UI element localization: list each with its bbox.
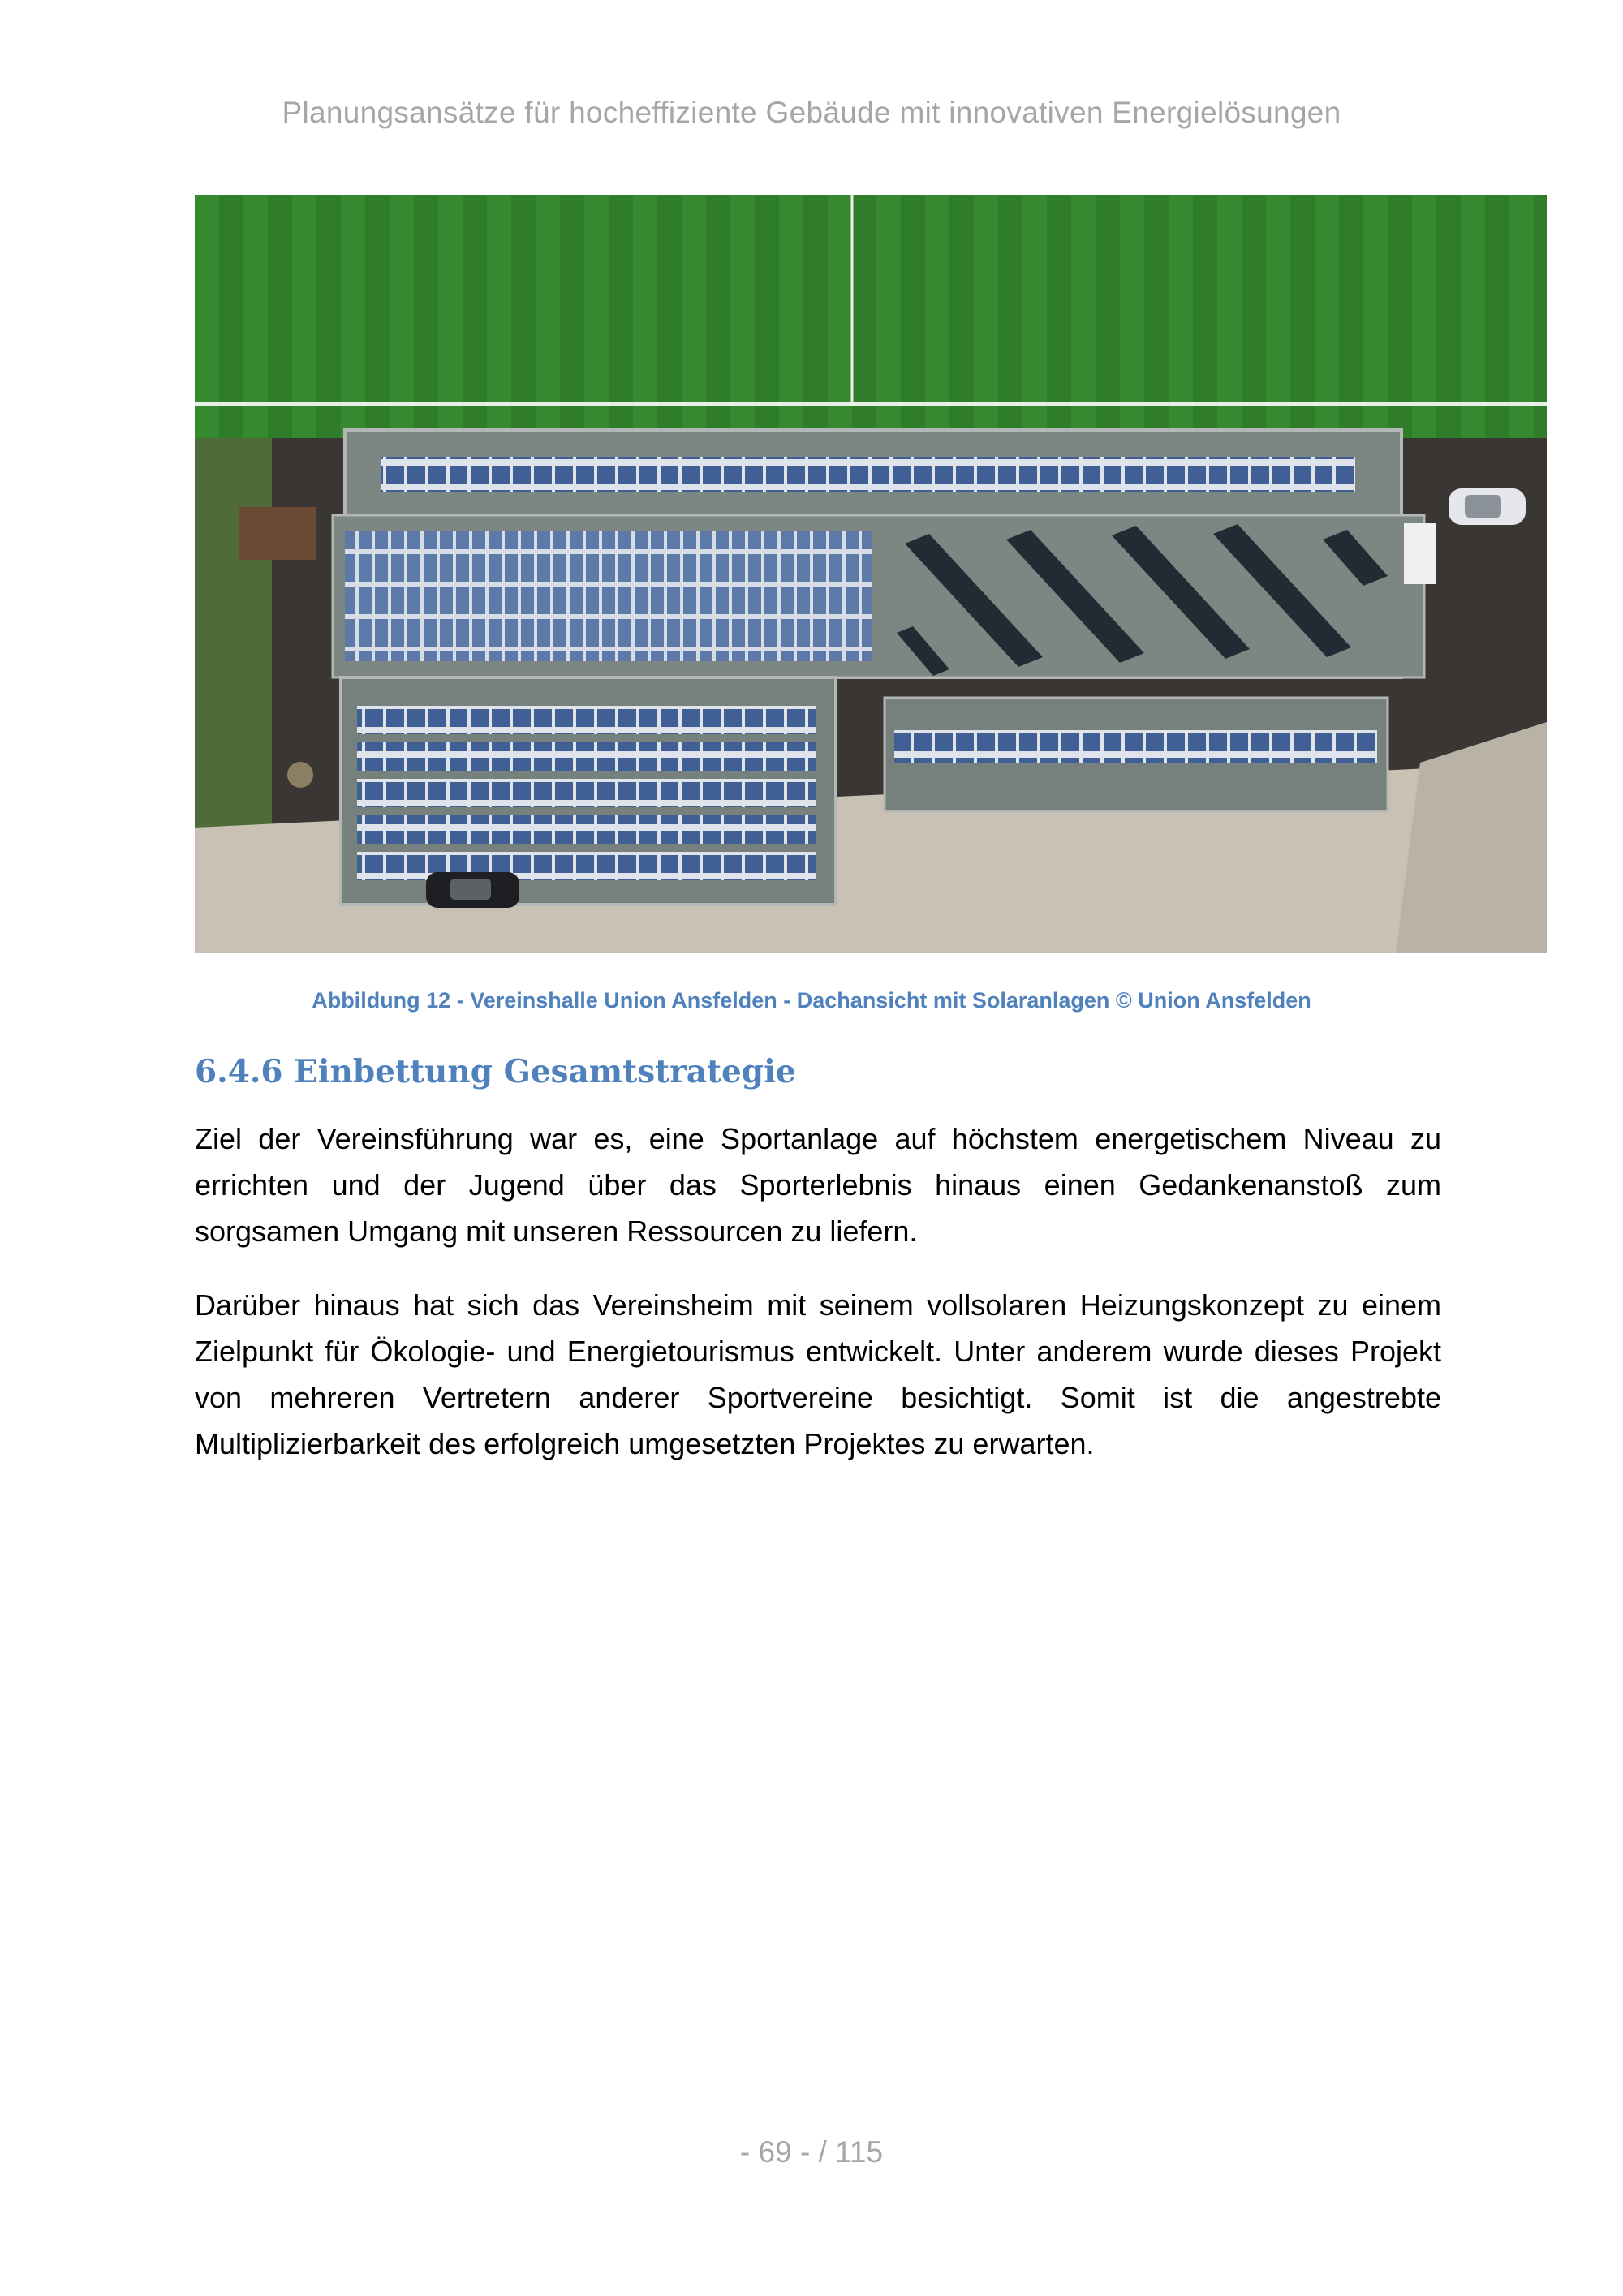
- figure-caption: Abbildung 12 - Vereinshalle Union Ansfelden - Dachansicht mit Solaranlagen © Union Ansfelden: [312, 988, 1311, 1013]
- solar-row-top: [381, 457, 1355, 492]
- section-number: 6.4.6: [195, 1053, 283, 1090]
- section-heading: [195, 1053, 796, 1090]
- body-paragraph: Darüber hinaus hat sich das Vereinsheim mit seinem vollsolaren Heizungskonzept zu einem Zielpunkt für Ökologie- und Energietourismus entwickelt. Unter anderem wurde dieses Projekt von mehreren Vertretern anderer Sportvereine besichtigt. Somit ist die angestrebte Multiplizierbarkeit des erfolgreich umgesetzten Projektes zu erwarten.: [195, 1288, 1441, 1460]
- solar-row-lower-right: [894, 730, 1377, 763]
- running-header: Planungsansätze für hocheffiziente Gebäude mit innovativen Energielösungen: [282, 96, 1341, 129]
- section-title: Einbettung Gesamtstrategie: [294, 1053, 796, 1090]
- parked-car-white: [1449, 488, 1526, 525]
- page-number: - 69 - / 115: [739, 2135, 884, 2169]
- parked-car-dark: [426, 872, 519, 908]
- solar-block-left: [345, 531, 872, 661]
- grass-field: [195, 195, 1547, 454]
- solar-block-lower-left: [357, 706, 816, 734]
- roof-aerial-photo: [195, 195, 1547, 953]
- body-paragraph: Ziel der Vereinsführung war es, eine Sportanlage auf höchstem energetischem Niveau zu errichten und der Jugend über das Sporterlebnis hinaus einen Gedankenanstoß zum sorgsamen Umgang mit unseren Ressourcen zu liefern.: [195, 1122, 1441, 1248]
